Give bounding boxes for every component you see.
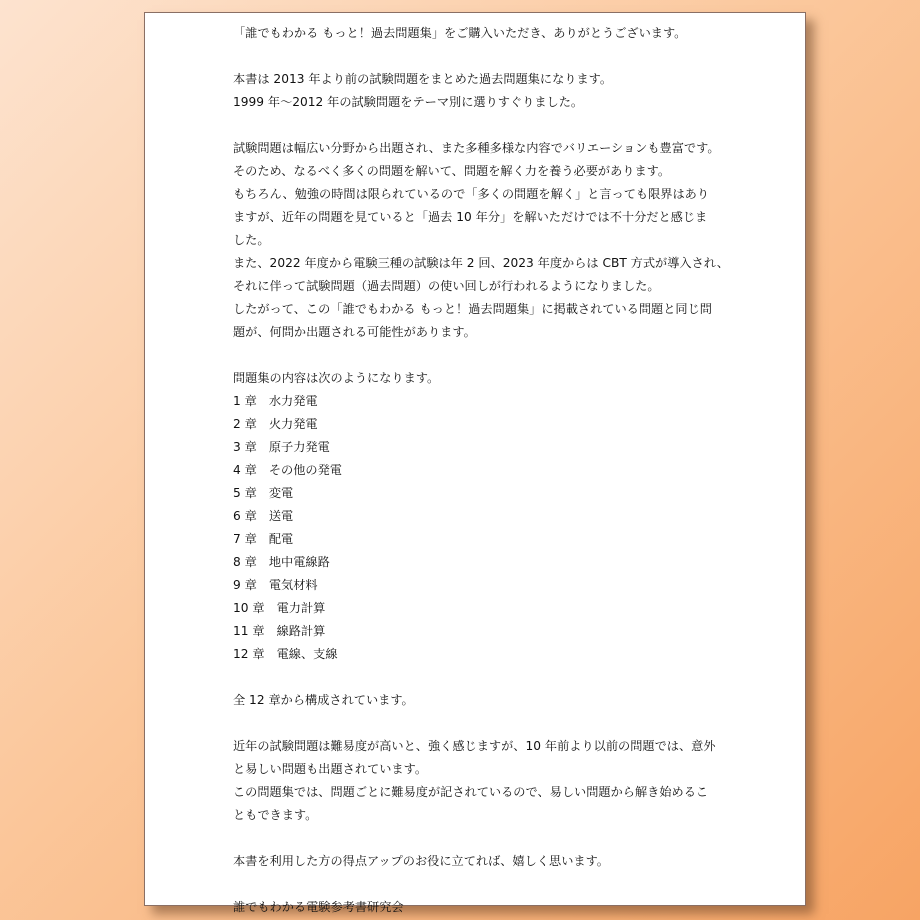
paragraph-line: ますが、近年の問題を見ていると「過去 10 年分」を解いただけでは不十分だと感じま	[233, 210, 708, 224]
chapter-title: 水力発電	[268, 394, 318, 408]
signature: 誰でもわかる電験参考書研究会	[233, 900, 404, 914]
paragraph-line: 本書は 2013 年より前の試験問題をまとめた過去問題集になります。	[233, 72, 613, 86]
chapter-number: 4 章	[233, 463, 257, 477]
chapter-number: 9 章	[233, 578, 257, 592]
chapter-item	[233, 505, 733, 528]
paragraph-line: した。	[233, 233, 270, 247]
greeting-line: 「誰でもわかる もっと！過去問題集」をご購入いただき、ありがとうございます。	[233, 26, 687, 40]
chapter-title: 電気材料	[268, 578, 318, 592]
chapter-number: 5 章	[233, 486, 257, 500]
chapter-title: 送電	[268, 509, 294, 523]
paragraph-line: また、2022 年度から電験三種の試験は年 2 回、2023 年度からは CBT 方式が導入され、	[233, 256, 729, 270]
paragraph-line: そのため、なるべく多くの問題を解いて、問題を解く力を養う必要があります。	[233, 164, 671, 178]
chapter-item	[233, 620, 733, 643]
chapter-item	[233, 597, 733, 620]
chapter-title: 線路計算	[276, 624, 326, 638]
chapter-title: 電線、支線	[276, 647, 338, 661]
chapter-title: 電力計算	[276, 601, 326, 615]
chapter-title: 配電	[268, 532, 294, 546]
chapter-title: 原子力発電	[268, 440, 330, 454]
document-body	[233, 22, 733, 919]
chapter-number: 10 章	[233, 601, 265, 615]
paragraph-line: したがって、この「誰でもわかる もっと！過去問題集」に掲載されている問題と同じ問	[233, 302, 712, 316]
paragraph-line: 試験問題は幅広い分野から出題され、また多種多様な内容でバリエーションも豊富です。	[233, 141, 720, 155]
chapter-item	[233, 643, 733, 666]
paragraph-line: ともできます。	[233, 808, 318, 822]
chapter-number: 12 章	[233, 647, 265, 661]
paragraph-line: この問題集では、問題ごとに難易度が記されているので、易しい問題から解き始めるこ	[233, 785, 709, 799]
chapter-item	[233, 551, 733, 574]
chapter-item	[233, 482, 733, 505]
chapter-title: 変電	[268, 486, 294, 500]
paragraph-line: もちろん、勉強の時間は限られているので「多くの問題を解く」と言っても限界はあり	[233, 187, 710, 201]
chapter-number: 3 章	[233, 440, 257, 454]
chapter-item	[233, 436, 733, 459]
chapter-number: 11 章	[233, 624, 265, 638]
chapter-number: 8 章	[233, 555, 257, 569]
chapter-number: 2 章	[233, 417, 257, 431]
chapter-number: 1 章	[233, 394, 257, 408]
chapter-item	[233, 574, 733, 597]
chapter-item	[233, 390, 733, 413]
chapter-title: 地中電線路	[268, 555, 330, 569]
chapter-number: 6 章	[233, 509, 257, 523]
paragraph-line: 1999 年～2012 年の試験問題をテーマ別に選りすぐりました。	[233, 95, 584, 109]
contents-summary: 全 12 章から構成されています。	[233, 693, 414, 707]
chapter-number: 7 章	[233, 532, 257, 546]
chapter-item	[233, 413, 733, 436]
chapter-item	[233, 459, 733, 482]
contents-heading: 問題集の内容は次のようになります。	[233, 371, 440, 385]
paragraph-line: 近年の試験問題は難易度が高いと、強く感じますが、10 年前より以前の問題では、意外	[233, 739, 716, 753]
chapter-title: その他の発電	[268, 463, 342, 477]
chapter-list	[233, 390, 733, 666]
closing-line: 本書を利用した方の得点アップのお役に立てれば、嬉しく思います。	[233, 854, 609, 868]
chapter-item	[233, 528, 733, 551]
document-page	[144, 12, 806, 914]
paragraph-line: と易しい問題も出題されています。	[233, 762, 428, 776]
chapter-title: 火力発電	[268, 417, 318, 431]
paragraph-line: 題が、何問か出題される可能性があります。	[233, 325, 476, 339]
paragraph-line: それに伴って試験問題（過去問題）の使い回しが行われるようになりました。	[233, 279, 660, 293]
